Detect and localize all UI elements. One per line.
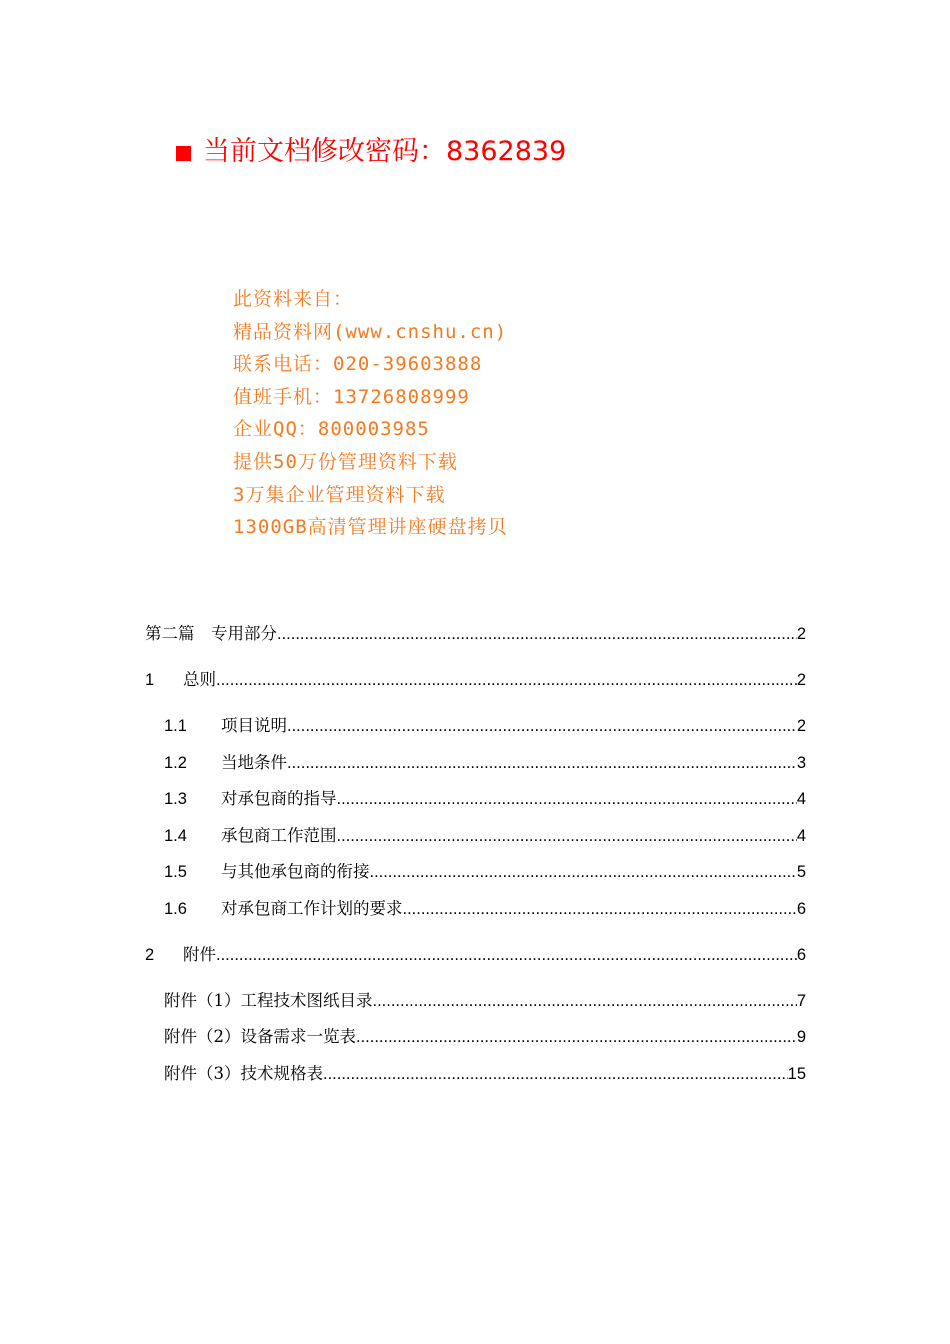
toc-leader-dots [356,1025,797,1049]
toc-leader-dots [216,668,797,692]
toc-leader-dots [337,824,797,848]
toc-entry-title: 附件 [183,945,216,964]
source-line: 1300GB高清管理讲座硬盘拷贝 [233,516,508,539]
password-label: 当前文档修改密码：8362839 [203,136,567,167]
toc-entry[interactable] [164,714,806,738]
toc-entry-title: 项目说明 [221,716,287,735]
toc-entry[interactable] [164,860,806,884]
toc-page-number: 9 [796,1028,806,1046]
toc-page-number: 5 [796,863,806,881]
toc-leader-dots [287,714,797,738]
toc-leader-dots [373,989,797,1013]
toc-page-number: 3 [796,754,806,772]
toc-entry-title: 总则 [183,670,216,689]
toc-entry-title: 与其他承包商的衔接 [221,862,370,881]
toc-entry[interactable] [164,989,806,1013]
toc-page-number: 2 [796,625,806,643]
toc-page-number: 2 [796,717,806,735]
toc-entry-title: 对承包商工作计划的要求 [221,899,403,918]
toc-entry-title: 附件（3）技术规格表 [164,1064,323,1083]
toc-leader-dots [337,787,797,811]
toc-page-number: 6 [796,946,806,964]
source-line: 值班手机：13726808999 [233,385,470,408]
toc-entry-title: 第二篇 专用部分 [145,624,277,643]
toc-page-number: 15 [787,1065,806,1083]
toc-leader-dots [287,751,797,775]
toc-entry[interactable] [164,1062,806,1086]
source-line: 此资料来自： [233,288,354,310]
toc-entry-number: 2 [145,946,155,964]
toc-page-number: 6 [796,900,806,918]
table-of-contents [145,0,806,1344]
toc-leader-dots [277,622,797,646]
toc-page-number: 4 [796,790,806,808]
toc-leader-dots [323,1062,788,1086]
toc-entry-number: 1.1 [164,717,187,735]
toc-leader-dots [370,860,797,884]
toc-entry-number: 1.5 [164,863,187,881]
source-line: 提供50万份管理资料下载 [233,450,458,473]
toc-entry[interactable] [145,943,806,967]
toc-entry-number: 1.4 [164,827,187,845]
toc-entry-number: 1.2 [164,754,187,772]
toc-entry-title: 对承包商的指导 [221,789,337,808]
toc-leader-dots [216,943,797,967]
toc-entry-number: 1.3 [164,790,187,808]
toc-entry-number: 1.6 [164,900,187,918]
toc-entry-title: 附件（2）设备需求一览表 [164,1027,356,1046]
toc-page-number: 7 [796,992,806,1010]
toc-entry[interactable] [164,751,806,775]
toc-entry[interactable] [164,1025,806,1049]
toc-entry[interactable] [164,787,806,811]
toc-entry[interactable] [164,897,806,921]
toc-entry[interactable] [164,824,806,848]
source-line: 3万集企业管理资料下载 [233,483,446,506]
toc-leader-dots [403,897,797,921]
toc-page-number: 4 [796,827,806,845]
toc-page-number: 2 [796,671,806,689]
toc-entry-title: 承包商工作范围 [221,826,337,845]
toc-entry-title: 附件（1）工程技术图纸目录 [164,991,373,1010]
source-line: 精品资料网(www.cnshu.cn) [233,320,508,343]
toc-entry-title: 当地条件 [221,753,287,772]
toc-entry-number: 1 [145,671,155,689]
source-line: 联系电话：020-39603888 [233,353,483,376]
source-line: 企业QQ：800003985 [233,418,430,441]
toc-entry[interactable] [145,622,806,646]
toc-entry[interactable] [145,668,806,692]
